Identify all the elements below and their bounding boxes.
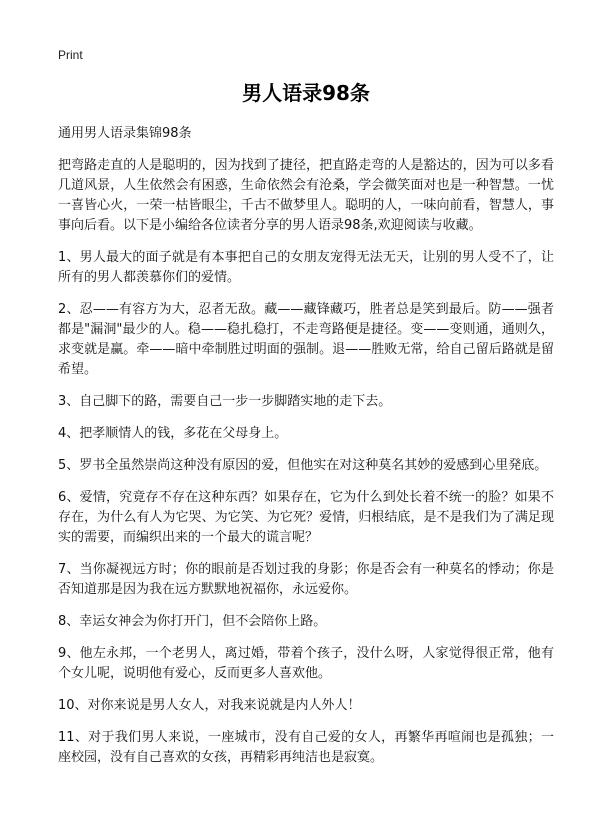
quote-item: 7、当你凝视远方时；你的眼前是否划过我的身影；你是否会有一种莫名的悸动；你是否知道那是因为我在远方默默地祝福你，永远爱你。 (58, 562, 554, 597)
quote-item: 3、自己脚下的路，需要自己一步一步脚踏实地的走下去。 (58, 394, 392, 409)
quote-item: 2、忍——有容方为大，忍者无敌。藏——藏锋藏巧，胜者总是笑到最后。防——强者都是"漏洞"最少的人。稳——稳扎稳打，不走弯路便是捷径。变——变则通，通则久，求变就是赢。牵——暗中牵制胜过明面的强制。退——胜败无常，给自己留后路就是留希望。 (58, 302, 554, 377)
quote-item: 8、幸运女神会为你打开门，但不会陪你上路。 (58, 614, 327, 629)
intro-paragraph: 把弯路走直的人是聪明的，因为找到了捷径，把直路走弯的人是豁达的，因为可以多看几道风景，人生依然会有困惑，生命依然会有沧桑，学会微笑面对也是一种智慧。一忧一喜皆心火，一荣一枯皆眼尘，千古不做梦里人。聪明的人，一味向前看，智慧人，事事向后看。以下是小编给各位读者分享的男人语录98条,欢迎阅读与收藏。 (58, 158, 554, 233)
quote-item: 4、把孝顺情人的钱，多花在父母身上。 (58, 426, 288, 441)
document-title: 男人语录98条 (242, 81, 370, 105)
quote-item: 9、他左永邦，一个老男人，离过婚，带着个孩子，没什么呀，人家觉得很正常，他有个女儿呢，说明他有爱心，反而更多人喜欢他。 (58, 646, 554, 681)
quote-list (58, 248, 554, 768)
quote-item: 11、对于我们男人来说，一座城市，没有自己爱的女人，再繁华再喧闹也是孤独；一座校园，没有自己喜欢的女孩，再精彩再纯洁也是寂寞。 (58, 730, 554, 765)
quote-item: 6、爱情，究竟存不存在这种东西？如果存在，它为什么到处长着不统一的脸？如果不存在，为什么有人为它哭、为它笑、为它死？爱情，归根结底，是不是我们为了满足现实的需要，而编织出来的一个最大的谎言呢？ (58, 490, 554, 545)
quote-item: 10、对你来说是男人女人，对我来说就是内人外人！ (58, 698, 361, 713)
quote-item: 5、罗书全虽然崇尚这种没有原因的爱，但他实在对这种莫名其妙的爱感到心里発底。 (58, 458, 548, 473)
quote-item: 1、男人最大的面子就是有本事把自己的女朋友宠得无法无天，让别的男人受不了，让所有的男人都羡慕你们的爱情。 (58, 250, 554, 285)
print-label: Print (58, 48, 83, 62)
document-subtitle: 通用男人语录集锦98条 (58, 126, 192, 141)
